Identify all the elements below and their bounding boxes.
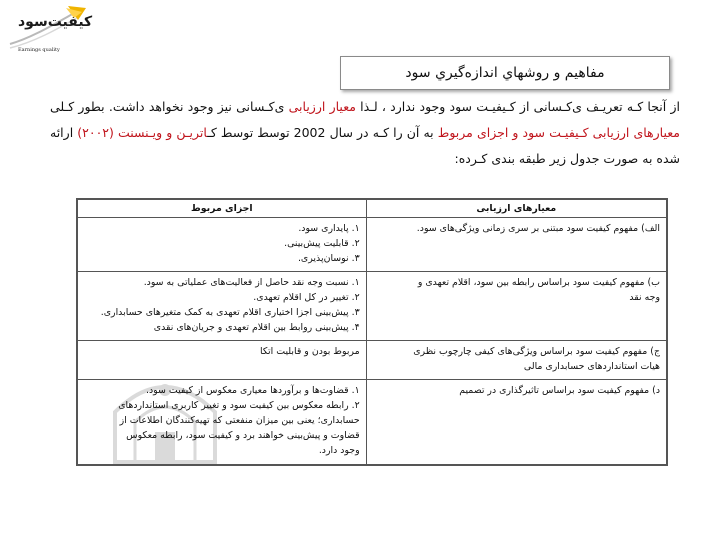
logo-subtitle: Earnings quality bbox=[18, 47, 60, 53]
intro-text-3: به آن را کـه در سال 2002 توسط توسط کـ bbox=[207, 125, 438, 140]
logo bbox=[6, 4, 102, 64]
intro-highlight-1: معیار ارزیابی bbox=[288, 99, 356, 114]
component-line: وجود دارد. bbox=[318, 444, 360, 456]
table-row bbox=[78, 341, 667, 379]
component-line: ۱. نسبت وجه نقد حاصل از فعالیت‌های عملیاتی به سود. bbox=[143, 276, 360, 288]
quality-criteria-table bbox=[76, 198, 668, 466]
criteria-cell bbox=[366, 218, 666, 272]
components-cell bbox=[78, 271, 367, 341]
table-row bbox=[78, 379, 667, 464]
intro-highlight-3: اتریـن و ویـنسنت (۲۰۰۲) bbox=[77, 125, 208, 140]
criteria-line: ج) مفهوم کیفیت سود براساس ویژگی‌های کیفی چارچوب نظری bbox=[413, 346, 660, 358]
component-line: ۴. پیش‌بینی روابط بین اقلام تعهدی و جریان‌های نقدی bbox=[153, 321, 360, 333]
criteria-line: وجه نقد bbox=[629, 291, 660, 303]
criteria-cell bbox=[366, 271, 666, 341]
table-row bbox=[78, 271, 667, 341]
intro-highlight-2: معیارهای ارزیابی کـیفیـت سود و اجزای مربوط bbox=[437, 125, 680, 140]
intro-text-1: از آنجا کـه تعریـف ی‌کـسانی از کـیفیـت سود وجود ندارد ، لـذا bbox=[355, 99, 680, 114]
intro-text-4: ارائه شده به صورت جدول زیر طبقه بندی کـرده: bbox=[50, 125, 680, 166]
logo-title: کیفیت‌سود bbox=[18, 14, 93, 30]
slide-title bbox=[340, 56, 670, 90]
criteria-line: ب) مفهوم کیفیت سود براساس رابطه بین سود، اقلام تعهدی و bbox=[417, 276, 660, 288]
component-line: مربوط بودن و قابلیت اتکا bbox=[260, 346, 360, 358]
intro-paragraph bbox=[50, 94, 680, 172]
component-line: ۲. تغییر در کل اقلام تعهدی. bbox=[253, 291, 360, 303]
header-components: اجزای مربوط bbox=[78, 200, 367, 218]
component-line: حسابداری؛ یعنی بین میزان منفعتی که تهیه‌کنندگان اطلاعات از bbox=[119, 414, 360, 426]
components-cell bbox=[78, 218, 367, 272]
component-line: ۲. رابطه معکوس بین کیفیت سود و تغییر کاربری استانداردهای bbox=[118, 399, 360, 411]
intro-text-2: ی‌کـسانی نیز وجود نخواهد داشت. بطور کـلی bbox=[50, 99, 289, 114]
table-row bbox=[78, 218, 667, 272]
component-line: ۳. نوسان‌پذیری. bbox=[297, 253, 360, 264]
criteria-cell bbox=[366, 341, 666, 379]
components-cell bbox=[78, 379, 367, 464]
slide-title-text: مفاهيم و روشهاي اندازه‌گيري سود bbox=[405, 65, 605, 81]
header-criteria: معیارهای ارزیابی bbox=[366, 200, 666, 218]
component-line: ۱. قضاوت‌ها و برآوردها معیاری معکوس از کیفیت سود. bbox=[146, 384, 360, 396]
upward-arrow-icon bbox=[6, 4, 102, 64]
components-cell bbox=[78, 341, 367, 379]
criteria-line: د) مفهوم کیفیت سود براساس تاثیرگذاری در تصمیم bbox=[459, 384, 660, 396]
criteria-line: الف) مفهوم کیفیت سود مبتنی بر سری زمانی ویژگی‌های سود. bbox=[416, 223, 660, 234]
criteria-cell bbox=[366, 379, 666, 464]
component-line: قضاوت و پیش‌بینی خواهند برد و کیفیت سود، رابطه معکوس bbox=[126, 429, 360, 441]
criteria-line: هیات استانداردهای حسابداری مالی bbox=[523, 361, 660, 373]
table-header-row bbox=[78, 200, 667, 218]
component-line: ۲. قابلیت پیش‌بینی. bbox=[284, 238, 360, 249]
component-line: ۱. پایداری سود. bbox=[298, 223, 360, 234]
component-line: ۳. پیش‌بینی اجزا اختیاری اقلام تعهدی به کمک متغیرهای حسابداری. bbox=[100, 306, 360, 318]
